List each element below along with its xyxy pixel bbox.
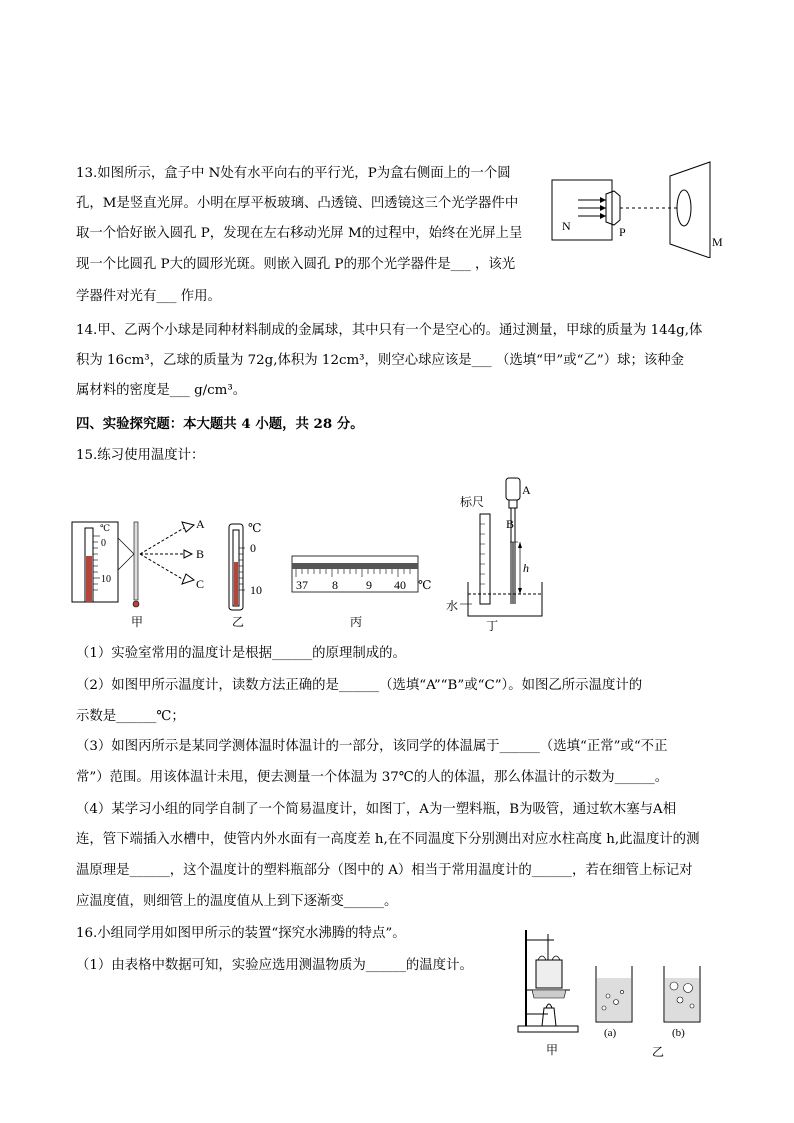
jia-tick-10: 10 — [101, 574, 111, 585]
q15-line-3: 示数是______℃； — [76, 709, 185, 724]
ding-label-water: 水 — [446, 599, 459, 613]
q16-label-a: (a) — [604, 1027, 617, 1039]
q15-line-9: 应温度值，则细管上的温度值从上到下逐渐变______。 — [76, 894, 398, 909]
q13-label-n: N — [562, 219, 571, 233]
q16-caption-yi: 乙 — [652, 1045, 665, 1058]
ding-label-b: B — [506, 517, 515, 531]
q13-label-m: M — [712, 235, 723, 249]
q15-intro: 15.练习使用温度计： — [76, 448, 205, 463]
q16-label-b: (b) — [672, 1027, 685, 1039]
q13-line-3: 取一个恰好嵌入圆孔 P，发现在左右移动光屏 M的过程中，始终在光屏上呈 — [76, 226, 523, 241]
q15-line-5: 常”）范围。用该体温计未甩，便去测量一个体温为 37℃的人的体温，那么体温计的示数为______。 — [76, 770, 669, 785]
yi-tick-0: 0 — [250, 541, 256, 555]
q13-line-2: 孔，M是竖直光屏。小明在厚平板玻璃、凸透镜、凹透镜这三个光学器件中 — [76, 196, 519, 211]
bing-caption: 丙 — [350, 615, 363, 629]
bing-unit: ℃ — [418, 578, 432, 592]
q16-figure-boiling-setup — [508, 926, 708, 1058]
q13-line-5: 学器件对光有___ 作用。 — [76, 289, 221, 304]
q15-line-6: （4）某学习小组的同学自制了一个简易温度计，如图丁，A为一塑料瓶，B为吸管，通过软木塞与A相 — [76, 802, 677, 817]
yi-caption: 乙 — [232, 615, 245, 629]
bing-tick-37: 37 — [296, 578, 308, 592]
jia-eye-c: C — [196, 577, 205, 591]
q15-line-2: （2）如图甲所示温度计，读数方法正确的是______（选填“A”“B”或“C”）。如图乙所示温度计的 — [76, 678, 643, 693]
ding-label-ruler: 标尺 — [460, 495, 485, 509]
jia-eye-b: B — [196, 547, 205, 561]
jia-unit: ℃ — [100, 523, 111, 533]
q15-figure-bing-clinical-thermometer — [290, 554, 438, 630]
jia-caption: 甲 — [131, 615, 144, 629]
q15-figure-jia-thermometer-reading — [70, 518, 220, 630]
yi-unit: ℃ — [248, 521, 262, 535]
q14-line-2: 积为 16cm³，乙球的质量为 72g,体积为 12cm³，则空心球应该是___ （选填“甲”或“乙”）球；该种金 — [76, 353, 685, 368]
bing-tick-8: 8 — [332, 578, 338, 592]
bing-tick-9: 9 — [366, 578, 372, 592]
q16-caption-jia: 甲 — [546, 1043, 559, 1057]
q13-label-p: P — [619, 225, 626, 239]
ding-label-a: A — [522, 483, 531, 497]
jia-eye-a: A — [196, 518, 205, 531]
ding-caption: 丁 — [486, 619, 499, 633]
q15-line-7: 连，管下端插入水槽中，使管内外水面有一高度差 h,在不同温度下分别测出对应水柱高度 h,此温度计的测 — [76, 832, 700, 847]
q16-line-1: 16.小组同学用如图甲所示的装置“探究水沸腾的特点”。 — [76, 926, 406, 941]
q15-line-8: 温原理是______，这个温度计的塑料瓶部分（图中的 A）相当于常用温度计的______，若在细管上标记对 — [76, 863, 693, 878]
q13-line-4: 现一个比圆孔 P大的圆形光斑。则嵌入圆孔 P的那个光学器件是___ ，该光 — [76, 257, 516, 272]
q16-line-2: （1）由表格中数据可知，实验应选用测温物质为______的温度计。 — [76, 958, 473, 973]
q15-line-4: （3）如图丙所示是某同学测体温时体温计的一部分，该同学的体温属于______（选填“正常”或“不正 — [76, 739, 668, 754]
section-heading: 四、实验探究题：本大题共 4 小题，共 28 分。 — [76, 416, 364, 432]
bing-tick-40: 40 — [394, 578, 406, 592]
q13-figure-box-lens-screen — [548, 158, 728, 258]
q14-line-3: 属材料的密度是___ g/cm³。 — [76, 383, 247, 398]
q15-line-1: （1）实验室常用的温度计是根据______的原理制成的。 — [76, 646, 406, 661]
q14-line-1: 14.甲、乙两个小球是同种材料制成的金属球，其中只有一个是空心的。通过测量，甲球的质量为 144g,体 — [76, 323, 703, 338]
yi-tick-10: 10 — [250, 583, 262, 597]
jia-tick-0: 0 — [101, 538, 106, 549]
q15-figure-ding-homemade-thermometer — [446, 476, 552, 634]
ding-label-h: h — [523, 561, 529, 575]
q13-line-1: 13.如图所示，盒子中 N处有水平向右的平行光，P为盒右侧面上的一个圆 — [76, 166, 511, 181]
q15-figure-yi-thermometer — [226, 518, 276, 630]
